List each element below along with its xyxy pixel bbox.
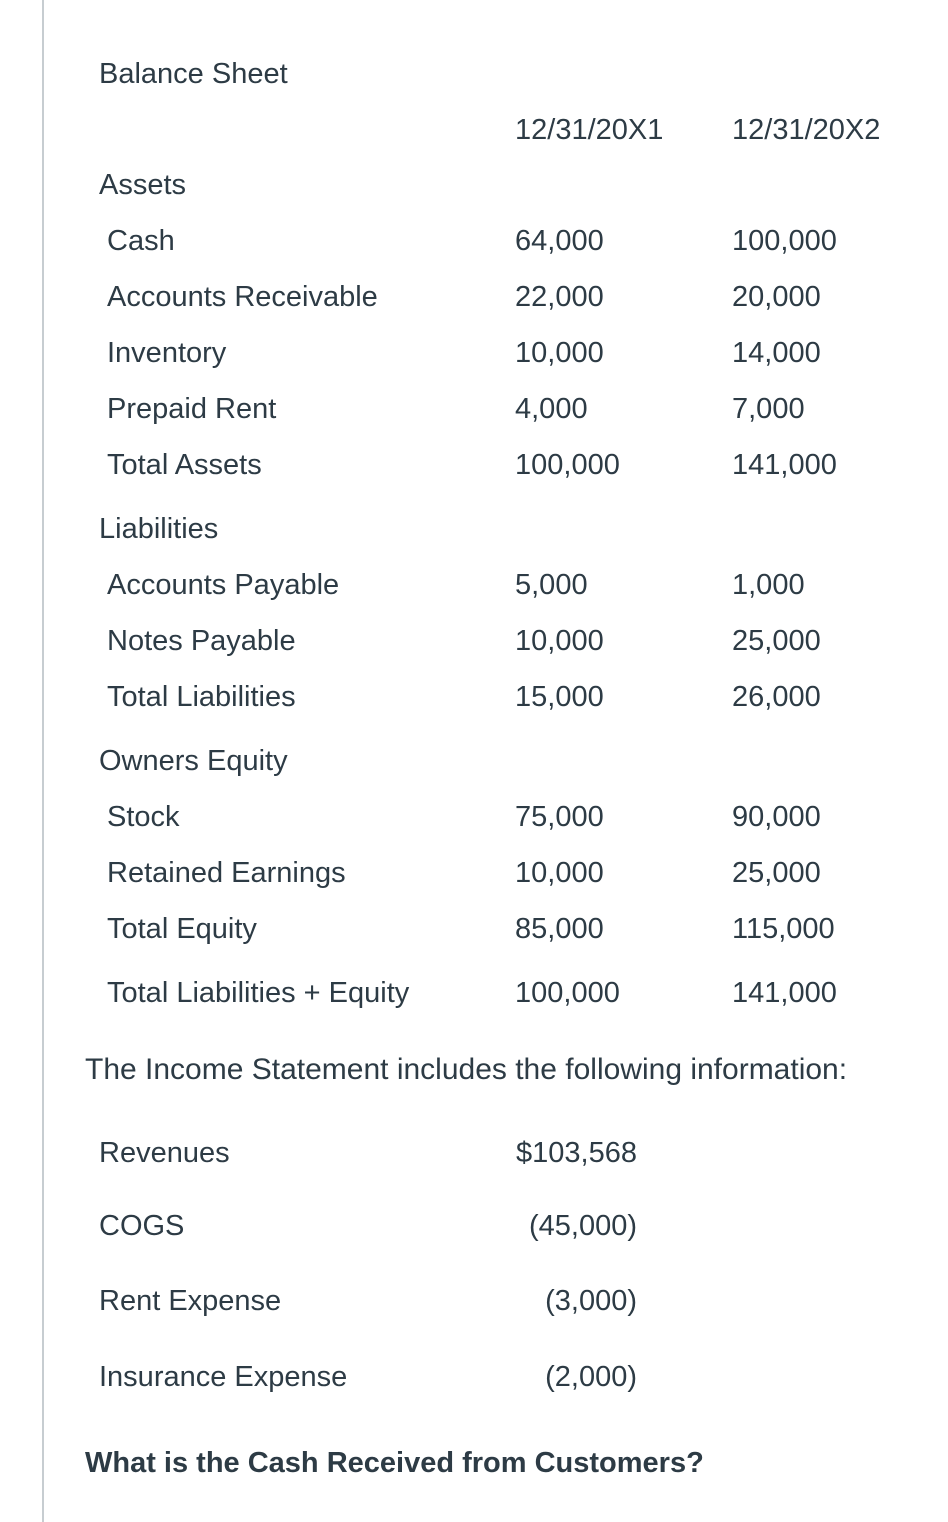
income-row-label: Rent Expense bbox=[99, 1285, 282, 1317]
column-header-20x2: 12/31/20X2 bbox=[732, 114, 881, 146]
row-label: Cash bbox=[107, 225, 175, 257]
income-row-insurance-expense bbox=[0, 1357, 948, 1397]
row-value-20x2: 141,000 bbox=[732, 449, 837, 481]
row-value-20x1: 75,000 bbox=[515, 801, 604, 833]
row-value-20x1: 10,000 bbox=[515, 337, 604, 369]
balance-row-accounts-receivable bbox=[0, 277, 948, 317]
balance-row-accounts-payable bbox=[0, 565, 948, 605]
balance-row-cash bbox=[0, 221, 948, 261]
balance-sheet-title: Balance Sheet bbox=[99, 58, 288, 90]
section-label-assets bbox=[0, 165, 948, 205]
row-value-20x2: 25,000 bbox=[732, 625, 821, 657]
row-value-20x2: 25,000 bbox=[732, 857, 821, 889]
balance-row-notes-payable bbox=[0, 621, 948, 661]
balance-row-prepaid-rent bbox=[0, 389, 948, 429]
income-statement-intro: The Income Statement includes the following information: bbox=[85, 1053, 848, 1086]
income-row-amount: $103,568 bbox=[516, 1137, 637, 1169]
balance-row-stock bbox=[0, 797, 948, 837]
row-value-20x1: 10,000 bbox=[515, 857, 604, 889]
income-row-label: Insurance Expense bbox=[99, 1361, 348, 1393]
section-label-text: Owners Equity bbox=[99, 745, 288, 777]
row-value-20x1: 22,000 bbox=[515, 281, 604, 313]
row-value-20x2: 115,000 bbox=[732, 913, 835, 945]
row-value-20x2: 14,000 bbox=[732, 337, 821, 369]
row-value-20x1: 85,000 bbox=[515, 913, 604, 945]
row-label: Inventory bbox=[107, 337, 227, 369]
row-label: Total Liabilities + Equity bbox=[107, 977, 410, 1009]
row-label: Total Equity bbox=[107, 913, 257, 945]
balance-row-total-assets bbox=[0, 445, 948, 485]
income-row-amount: (45,000) bbox=[528, 1210, 637, 1242]
income-row-revenues bbox=[0, 1133, 948, 1173]
row-label: Notes Payable bbox=[107, 625, 296, 657]
balance-row-inventory bbox=[0, 333, 948, 373]
balance-row-total-equity bbox=[0, 909, 948, 949]
row-value-20x1: 64,000 bbox=[515, 225, 604, 257]
income-row-cogs bbox=[0, 1206, 948, 1246]
income-row-amount: (3,000) bbox=[545, 1285, 637, 1317]
balance-row-total-liabilities bbox=[0, 677, 948, 717]
row-value-20x2: 100,000 bbox=[732, 225, 837, 257]
balance-row-total-liabilities-equity bbox=[0, 973, 948, 1013]
column-header-20x1: 12/31/20X1 bbox=[515, 114, 664, 146]
question-text: What is the Cash Received from Customers? bbox=[85, 1447, 704, 1479]
section-label-owners-equity bbox=[0, 741, 948, 781]
row-value-20x1: 100,000 bbox=[515, 977, 620, 1009]
row-value-20x2: 141,000 bbox=[732, 977, 837, 1009]
row-value-20x2: 20,000 bbox=[732, 281, 821, 313]
row-label: Accounts Receivable bbox=[107, 281, 378, 313]
row-value-20x2: 26,000 bbox=[732, 681, 821, 713]
row-value-20x1: 100,000 bbox=[515, 449, 620, 481]
row-value-20x2: 7,000 bbox=[732, 393, 805, 425]
section-label-text: Liabilities bbox=[99, 513, 219, 545]
row-value-20x1: 4,000 bbox=[515, 393, 588, 425]
row-label: Total Assets bbox=[107, 449, 262, 481]
row-value-20x2: 1,000 bbox=[732, 569, 805, 601]
row-label: Total Liabilities bbox=[107, 681, 296, 713]
balance-row-retained-earnings bbox=[0, 853, 948, 893]
income-row-rent-expense bbox=[0, 1281, 948, 1321]
row-label: Retained Earnings bbox=[107, 857, 346, 889]
row-value-20x2: 90,000 bbox=[732, 801, 821, 833]
row-label: Prepaid Rent bbox=[107, 393, 277, 425]
row-label: Accounts Payable bbox=[107, 569, 340, 601]
row-value-20x1: 10,000 bbox=[515, 625, 604, 657]
income-row-amount: (2,000) bbox=[545, 1361, 637, 1393]
section-label-liabilities bbox=[0, 509, 948, 549]
income-row-label: COGS bbox=[99, 1210, 185, 1242]
section-label-text: Assets bbox=[99, 169, 187, 201]
row-value-20x1: 5,000 bbox=[515, 569, 588, 601]
income-row-label: Revenues bbox=[99, 1137, 230, 1169]
row-label: Stock bbox=[107, 801, 180, 833]
row-value-20x1: 15,000 bbox=[515, 681, 604, 713]
